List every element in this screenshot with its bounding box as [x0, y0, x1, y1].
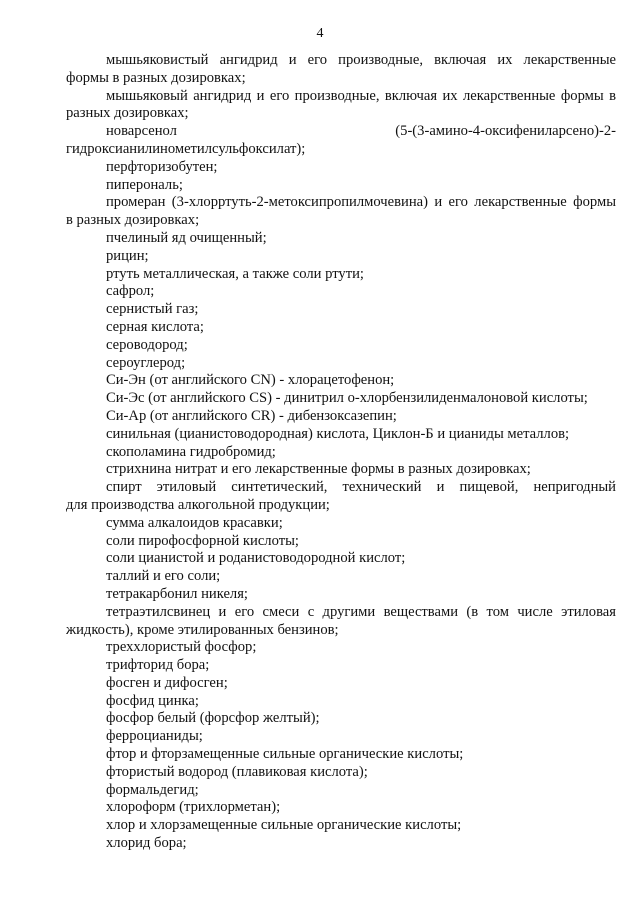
text-line: перфторизобутен; — [106, 158, 218, 175]
text-line: треххлористый фосфор; — [106, 639, 257, 656]
text-line: формы в разных дозировках; — [66, 69, 246, 86]
text-line: жидкость), кроме этилированных бензинов; — [66, 621, 339, 638]
text-line: Си-Ар (от английского CR) - дибензоксазепин; — [106, 407, 397, 424]
text-line: ферроцианиды; — [106, 728, 203, 745]
text-line: сумма алкалоидов красавки; — [106, 514, 283, 531]
text-line: Си-Эн (от английского CN) - хлорацетофенон; — [106, 372, 395, 389]
text-line: таллий и его соли; — [106, 568, 221, 585]
text-line: ртуть металлическая, а также соли ртути; — [106, 265, 364, 282]
text-line: мышьяковистый ангидрид и его производные, включая их лекарственные — [106, 52, 616, 68]
text-line: формальдегид; — [106, 781, 199, 798]
text-line: спирт этиловый синтетический, технический и пищевой, непригодный — [106, 479, 616, 496]
text-line: в разных дозировках; — [66, 212, 200, 229]
text-line: фосфид цинка; — [106, 692, 199, 709]
text-line: гидроксианилинометилсульфоксилат); — [66, 140, 306, 157]
text-line: сернистый газ; — [106, 301, 199, 318]
text-line: фтористый водород (плавиковая кислота); — [106, 763, 368, 780]
text-line: тетракарбонил никеля; — [106, 585, 248, 602]
text-line: сафрол; — [106, 283, 155, 300]
text-line: хлор и хлорзамещенные сильные органические кислоты; — [106, 817, 462, 834]
page-number: 4 — [316, 26, 324, 41]
text-line: промеран (3-хлорртуть-2-метоксипропилмочевина) и его лекарственные формы — [106, 194, 616, 211]
text-line: сероуглерод; — [106, 354, 186, 371]
text-line: Си-Эс (от английского CS) - динитрил о-хлорбензилиденмалоновой кислоты; — [106, 390, 588, 407]
text-line: для производства алкогольной продукции; — [66, 496, 330, 513]
text-fragment: новарсенол — [106, 123, 177, 140]
text-line: фтор и фторзамещенные сильные органические кислоты; — [106, 746, 464, 763]
text-line: разных дозировках; — [66, 105, 189, 122]
text-line: хлороформ (трихлорметан); — [106, 799, 281, 816]
text-line: соли пирофосфорной кислоты; — [106, 532, 299, 549]
text-line: сероводород; — [106, 336, 188, 353]
text-line: мышьяковый ангидрид и его производные, включая их лекарственные формы в — [106, 87, 616, 104]
text-line: трифторид бора; — [106, 657, 210, 674]
text-fragment: (5-(3-амино-4-оксифениларсено)-2- — [395, 123, 616, 140]
text-line: скополамина гидробромид; — [106, 443, 276, 460]
text-line: хлорид бора; — [106, 835, 187, 852]
text-line: фосфор белый (форсфор желтый); — [106, 710, 320, 727]
text-line: пчелиный яд очищенный; — [106, 229, 267, 246]
text-line: стрихнина нитрат и его лекарственные формы в разных дозировках; — [106, 461, 531, 478]
text-line-split — [66, 123, 616, 141]
text-line: серная кислота; — [106, 318, 204, 335]
substance-list — [66, 52, 616, 853]
text-line: соли цианистой и роданистоводородной кислот; — [106, 550, 406, 567]
text-line: тетраэтилсвинец и его смеси с другими веществами (в том числе этиловая — [106, 603, 616, 620]
text-line: пиперональ; — [106, 176, 183, 193]
text-line: синильная (цианистоводородная) кислота, Циклон-Б и цианиды металлов; — [106, 425, 570, 442]
text-line: рицин; — [106, 247, 149, 264]
text-line: фосген и дифосген; — [106, 674, 228, 691]
